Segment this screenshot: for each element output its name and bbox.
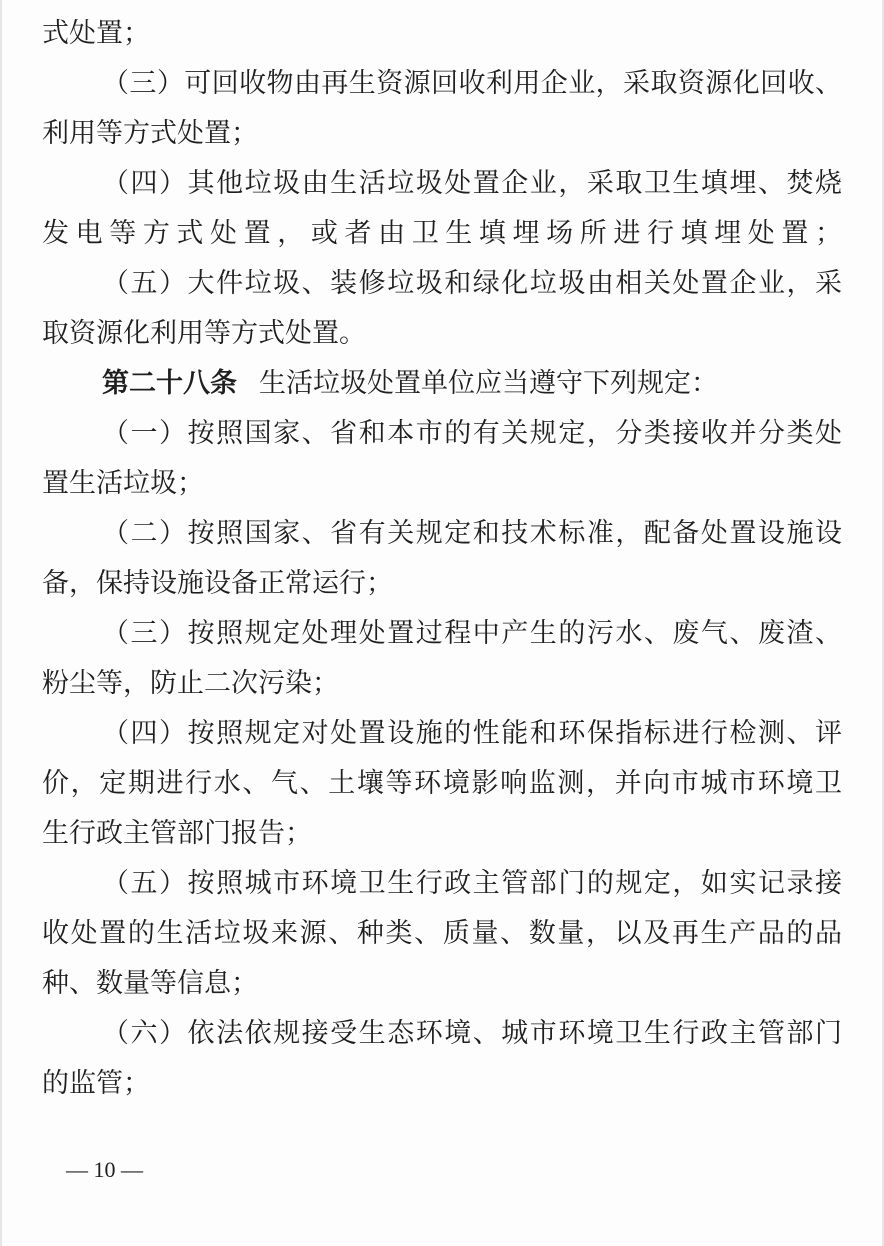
- text-line: 式处置；: [42, 18, 150, 49]
- page-number: — 10 —: [66, 1157, 143, 1182]
- text-line: 价，定期进行水、气、土壤等环境影响监测，并向市城市环境卫: [42, 768, 842, 799]
- text-line: 粉尘等，防止二次污染；: [42, 668, 339, 699]
- text-line: 种、数量等信息；: [42, 968, 258, 999]
- text-line: （三）按照规定处理处置过程中产生的污水、废气、废渣、: [102, 618, 842, 649]
- text-line: 备，保持设施设备正常运行；: [42, 568, 393, 599]
- article-number: 第二十八条: [102, 368, 237, 399]
- text-line: 利用等方式处置；: [42, 118, 258, 149]
- text-line: （四）按照规定对处置设施的性能和环保指标进行检测、评: [102, 718, 842, 749]
- text-line: 取资源化利用等方式处置。: [42, 318, 366, 349]
- text-line: （五）按照城市环境卫生行政主管部门的规定，如实记录接: [102, 868, 842, 899]
- text-line: 的监管；: [42, 1068, 150, 1099]
- text-line: 置生活垃圾；: [42, 468, 204, 499]
- text-line: （一）按照国家、省和本市的有关规定，分类接收并分类处: [102, 418, 842, 449]
- text-line: （五）大件垃圾、装修垃圾和绿化垃圾由相关处置企业，采: [102, 268, 842, 299]
- text-line: （六）依法依规接受生态环境、城市环境卫生行政主管部门: [102, 1018, 842, 1049]
- article-heading-line: [102, 360, 842, 408]
- text-line: （三）可回收物由再生资源回收利用企业，采取资源化回收、: [102, 68, 842, 99]
- text-line: 收处置的生活垃圾来源、种类、质量、数量，以及再生产品的品: [42, 918, 842, 949]
- text-line: 发电等方式处置，或者由卫生填埋场所进行填埋处置；: [42, 218, 842, 249]
- text-line: 生行政主管部门报告；: [42, 818, 312, 849]
- article-text: 生活垃圾处置单位应当遵守下列规定：: [259, 368, 718, 399]
- text-line: （四）其他垃圾由生活垃圾处置企业，采取卫生填埋、焚烧: [102, 168, 842, 199]
- text-line: （二）按照国家、省有关规定和技术标准，配备处置设施设: [102, 518, 842, 549]
